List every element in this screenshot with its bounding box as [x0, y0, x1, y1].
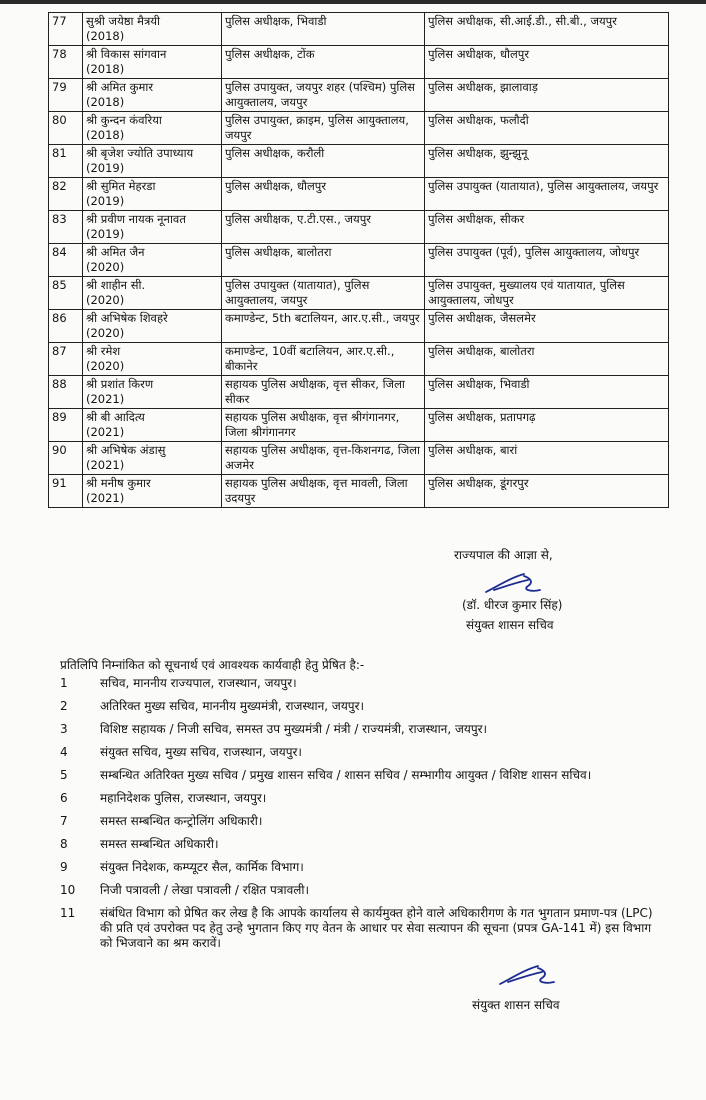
officer-name: श्री शाहीन सी. — [86, 278, 146, 292]
list-item — [60, 768, 660, 791]
officer-name: श्री विकास सांगवान — [86, 47, 167, 61]
current-posting-cell: पुलिस उपायुक्त, क्राइम, पुलिस आयुक्तालय, जयपुर — [222, 112, 425, 145]
table-row — [49, 112, 669, 145]
list-item-number: 1 — [60, 676, 68, 690]
new-posting-cell: पुलिस उपायुक्त (पूर्व), पुलिस आयुक्तालय, जोधपुर — [425, 244, 669, 277]
current-posting-cell: सहायक पुलिस अधीक्षक, वृत्त श्रीगंगानगर, जिला श्रीगंगानगर — [222, 409, 425, 442]
signatory-title: संयुक्त शासन सचिव — [466, 618, 554, 632]
batch-year: (2021) — [86, 392, 125, 406]
officer-cell — [83, 13, 222, 46]
officer-cell — [83, 79, 222, 112]
list-item-text: समस्त सम्बन्धित अधिकारी। — [100, 837, 219, 851]
batch-year: (2018) — [86, 95, 125, 109]
officer-name: श्री अमित जैन — [86, 245, 145, 259]
signatory-title-2: संयुक्त शासन सचिव — [472, 998, 560, 1012]
current-posting-cell: पुलिस अधीक्षक, भिवाडी — [222, 13, 425, 46]
top-edge-bar — [0, 0, 706, 4]
list-item-text: संबंधित विभाग को प्रेषित कर लेख है कि आपके कार्यालय से कार्यमुक्त होने वाले अधिकारीगण के गत भुगतान प्रमाण-पत्र (LPC) की प्रति एवं उपरोक्त पद हेतु उन्हे भुगतान किए गए वेतन के आधार पर सेवा सत्यापन की सूचना (प्रपत्र GA-141 में) इस विभाग को भिजवाने का श्रम करावें। — [100, 906, 653, 950]
officer-name: श्री अभिषेक अंडासु — [86, 443, 166, 457]
batch-year: (2020) — [86, 326, 125, 340]
copy-intro: प्रतिलिपि निम्नांकित को सूचनार्थ एवं आवश्यक कार्यवाही हेतु प्रेषित है:- — [60, 658, 365, 672]
new-posting-cell: पुलिस अधीक्षक, सीकर — [425, 211, 669, 244]
table-row — [49, 244, 669, 277]
table-row — [49, 211, 669, 244]
officer-cell — [83, 178, 222, 211]
serial-number-cell: 87 — [49, 343, 83, 376]
batch-year: (2020) — [86, 260, 125, 274]
table-row — [49, 442, 669, 475]
new-posting-cell: पुलिस अधीक्षक, जैसलमेर — [425, 310, 669, 343]
current-posting-cell: पुलिस अधीक्षक, ए.टी.एस., जयपुर — [222, 211, 425, 244]
serial-number-cell: 88 — [49, 376, 83, 409]
serial-number-cell: 81 — [49, 145, 83, 178]
serial-number-cell: 79 — [49, 79, 83, 112]
officer-cell — [83, 244, 222, 277]
officer-name: श्री बी आदित्य — [86, 410, 145, 424]
officer-cell — [83, 442, 222, 475]
current-posting-cell: पुलिस अधीक्षक, टोंक — [222, 46, 425, 79]
list-item-text: विशिष्ट सहायक / निजी सचिव, समस्त उप मुख्यमंत्री / मंत्री / राज्यमंत्री, राजस्थान, जयपुर। — [100, 722, 488, 736]
batch-year: (2019) — [86, 161, 125, 175]
new-posting-cell: पुलिस अधीक्षक, सी.आई.डी., सी.बी., जयपुर — [425, 13, 669, 46]
officer-name: श्री कुन्दन कंवरिया — [86, 113, 162, 127]
table-row — [49, 409, 669, 442]
officer-name: श्री रमेश — [86, 344, 121, 358]
officer-name: श्री अमित कुमार — [86, 80, 154, 94]
list-item-number: 7 — [60, 814, 68, 828]
new-posting-cell: पुलिस अधीक्षक, बारां — [425, 442, 669, 475]
list-item-number: 10 — [60, 883, 76, 897]
batch-year: (2020) — [86, 293, 125, 307]
list-item-text: सम्बन्धित अतिरिक्त मुख्य सचिव / प्रमुख शासन सचिव / शासन सचिव / सम्भागीय आयुक्त / विशिष्ट शासन सचिव। — [100, 768, 592, 782]
officer-name: श्री प्रवीण नायक नूनावत — [86, 212, 186, 226]
batch-year: (2019) — [86, 227, 125, 241]
list-item-number: 8 — [60, 837, 68, 851]
new-posting-cell: पुलिस अधीक्षक, बालोतरा — [425, 343, 669, 376]
table-row — [49, 475, 669, 508]
list-item-text: अतिरिक्त मुख्य सचिव, माननीय मुख्यमंत्री, राजस्थान, जयपुर। — [100, 699, 365, 713]
current-posting-cell: सहायक पुलिस अधीक्षक, वृत्त मावली, जिला उदयपुर — [222, 475, 425, 508]
transfer-table — [48, 12, 669, 508]
list-item — [60, 699, 660, 722]
list-item-number: 2 — [60, 699, 68, 713]
list-item-number: 6 — [60, 791, 68, 805]
list-item — [60, 837, 660, 860]
list-item-text: समस्त सम्बन्धित कन्ट्रोलिंग अधिकारी। — [100, 814, 263, 828]
table-row — [49, 376, 669, 409]
current-posting-cell: पुलिस अधीक्षक, धौलपुर — [222, 178, 425, 211]
officer-cell — [83, 475, 222, 508]
new-posting-cell: पुलिस अधीक्षक, धौलपुर — [425, 46, 669, 79]
list-item-text: सचिव, माननीय राज्यपाल, राजस्थान, जयपुर। — [100, 676, 297, 690]
current-posting-cell: कमाण्डेन्ट, 10वीं बटालियन, आर.ए.सी., बीकानेर — [222, 343, 425, 376]
new-posting-cell: पुलिस उपायुक्त, मुख्यालय एवं यातायात, पुलिस आयुक्तालय, जोधपुर — [425, 277, 669, 310]
batch-year: (2018) — [86, 128, 125, 142]
table-row — [49, 145, 669, 178]
list-item — [60, 676, 660, 699]
list-item-number: 9 — [60, 860, 68, 874]
new-posting-cell: पुलिस अधीक्षक, फलौदी — [425, 112, 669, 145]
list-item-text: निजी पत्रावली / लेखा पत्रावली / रक्षित पत्रावली। — [100, 883, 310, 897]
serial-number-cell: 90 — [49, 442, 83, 475]
current-posting-cell: कमाण्डेन्ट, 5th बटालियन, आर.ए.सी., जयपुर — [222, 310, 425, 343]
current-posting-cell: पुलिस अधीक्षक, बालोतरा — [222, 244, 425, 277]
table-row — [49, 79, 669, 112]
serial-number-cell: 91 — [49, 475, 83, 508]
serial-number-cell: 89 — [49, 409, 83, 442]
current-posting-cell: पुलिस उपायुक्त (यातायात), पुलिस आयुक्तालय, जयपुर — [222, 277, 425, 310]
serial-number-cell: 86 — [49, 310, 83, 343]
serial-number-cell: 84 — [49, 244, 83, 277]
officer-cell — [83, 145, 222, 178]
table-row — [49, 343, 669, 376]
serial-number-cell: 85 — [49, 277, 83, 310]
officer-cell — [83, 409, 222, 442]
copy-recipient-list — [60, 676, 660, 951]
serial-number-cell: 83 — [49, 211, 83, 244]
list-item-text: महानिदेशक पुलिस, राजस्थान, जयपुर। — [100, 791, 267, 805]
batch-year: (2018) — [86, 62, 125, 76]
table-row — [49, 46, 669, 79]
officer-name: श्री बृजेश ज्योति उपाध्याय — [86, 146, 194, 160]
list-item-number: 4 — [60, 745, 68, 759]
table-row — [49, 13, 669, 46]
batch-year: (2019) — [86, 194, 125, 208]
serial-number-cell: 80 — [49, 112, 83, 145]
batch-year: (2018) — [86, 29, 125, 43]
new-posting-cell: पुलिस अधीक्षक, झालावाड़ — [425, 79, 669, 112]
officer-cell — [83, 112, 222, 145]
current-posting-cell: पुलिस अधीक्षक, करौली — [222, 145, 425, 178]
batch-year: (2021) — [86, 491, 125, 505]
list-item — [60, 814, 660, 837]
new-posting-cell: पुलिस अधीक्षक, डूंगरपुर — [425, 475, 669, 508]
serial-number-cell: 77 — [49, 13, 83, 46]
list-item — [60, 722, 660, 745]
officer-name: श्री अभिषेक शिवहरे — [86, 311, 168, 325]
officer-name: सुश्री जयेष्ठा मैत्रयी — [86, 14, 161, 28]
list-item — [60, 745, 660, 768]
officer-name: श्री सुमित मेहरडा — [86, 179, 156, 193]
officer-cell — [83, 46, 222, 79]
officer-cell — [83, 211, 222, 244]
officer-name: श्री प्रशांत किरण — [86, 377, 154, 391]
serial-number-cell: 78 — [49, 46, 83, 79]
list-item — [60, 906, 660, 951]
new-posting-cell: पुलिस उपायुक्त (यातायात), पुलिस आयुक्तालय, जयपुर — [425, 178, 669, 211]
list-item-number: 5 — [60, 768, 68, 782]
current-posting-cell: पुलिस उपायुक्त, जयपुर शहर (पश्चिम) पुलिस आयुक्तालय, जयपुर — [222, 79, 425, 112]
table-row — [49, 178, 669, 211]
officer-cell — [83, 277, 222, 310]
signature-scribble-2 — [498, 962, 558, 988]
list-item-text: संयुक्त निदेशक, कम्प्यूटर सैल, कार्मिक विभाग। — [100, 860, 304, 874]
new-posting-cell: पुलिस अधीक्षक, प्रतापगढ़ — [425, 409, 669, 442]
batch-year: (2021) — [86, 458, 125, 472]
list-item — [60, 791, 660, 814]
table-row — [49, 277, 669, 310]
list-item-number: 3 — [60, 722, 68, 736]
officer-cell — [83, 310, 222, 343]
serial-number-cell: 82 — [49, 178, 83, 211]
officer-cell — [83, 343, 222, 376]
list-item — [60, 860, 660, 883]
current-posting-cell: सहायक पुलिस अधीक्षक, वृत्त-किशनगढ, जिला अजमेर — [222, 442, 425, 475]
list-item-number: 11 — [60, 906, 76, 920]
table-row — [49, 310, 669, 343]
current-posting-cell: सहायक पुलिस अधीक्षक, वृत्त सीकर, जिला सीकर — [222, 376, 425, 409]
new-posting-cell: पुलिस अधीक्षक, भिवाडी — [425, 376, 669, 409]
governor-order-line: राज्यपाल की आज्ञा से, — [454, 548, 553, 562]
list-item — [60, 883, 660, 906]
batch-year: (2020) — [86, 359, 125, 373]
signatory-name: (डॉ. धीरज कुमार सिंह) — [462, 598, 563, 612]
new-posting-cell: पुलिस अधीक्षक, झुन्झुनू — [425, 145, 669, 178]
signature-scribble — [484, 570, 544, 596]
officer-cell — [83, 376, 222, 409]
list-item-text: संयुक्त सचिव, मुख्य सचिव, राजस्थान, जयपुर। — [100, 745, 302, 759]
officer-name: श्री मनीष कुमार — [86, 476, 151, 490]
batch-year: (2021) — [86, 425, 125, 439]
transfer-table-body — [49, 13, 669, 508]
